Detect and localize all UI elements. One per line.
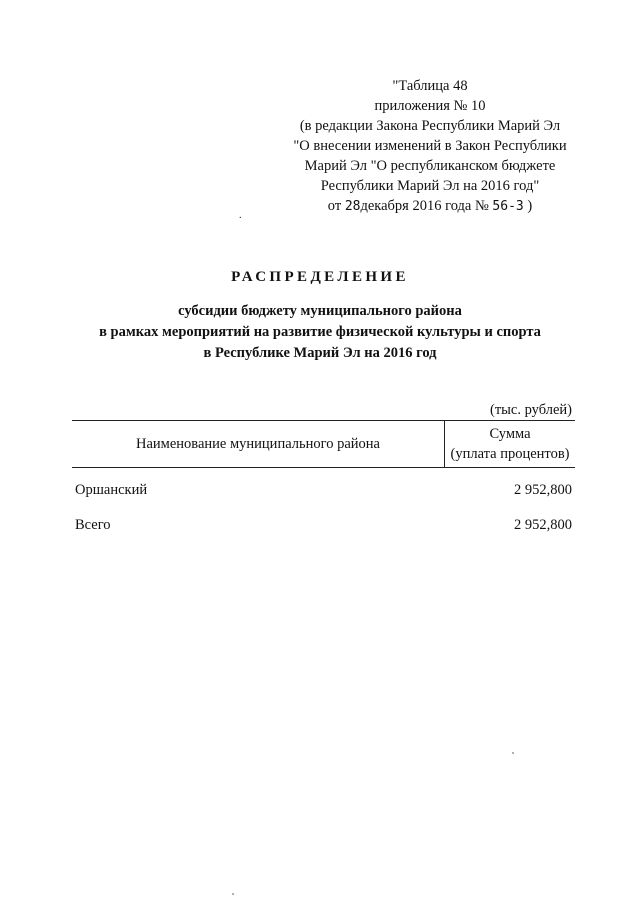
header-sum-column [445, 421, 575, 467]
document-title: РАСПРЕДЕЛЕНИЕ [231, 269, 409, 285]
law-number: 56-З [492, 199, 524, 214]
table-number: "Таблица 48 [392, 78, 468, 94]
edition-line-3: Марий Эл "О республиканском бюджете [304, 158, 556, 174]
subtitle-line-1: субсидии бюджету муниципального района [178, 303, 462, 319]
units-label: (тыс. рублей) [490, 402, 572, 418]
header-name-column: Наименование муниципального района [72, 421, 445, 467]
edition-line-4: Республики Марий Эл на 2016 год" [320, 178, 540, 194]
edition-line-2: "О внесении изменений в Закон Республики [293, 138, 567, 154]
total-label: Всего [75, 517, 111, 533]
appendix-number: приложения № 10 [374, 98, 486, 114]
document-header [239, 76, 590, 221]
total-amount: 2 952,800 [514, 517, 572, 533]
table-header [72, 420, 575, 468]
row-district-name: Оршанский [75, 482, 148, 498]
subtitle-line-2: в рамках мероприятий на развитие физической культуры и спорта [99, 324, 541, 340]
subtitle-line-3: в Республике Марий Эл на 2016 год [203, 345, 437, 361]
date-prefix: от [327, 198, 345, 214]
scan-speck [232, 893, 234, 895]
date-close: ) [523, 198, 533, 214]
distribution-table [72, 420, 575, 534]
table-row-total [72, 517, 575, 534]
sum-label: Сумма [489, 426, 531, 442]
date-rest: декабря 2016 года № [360, 198, 493, 214]
document-subtitle [60, 301, 580, 364]
edition-line-1: (в редакции Закона Республики Марий Эл [299, 118, 561, 134]
table-row [72, 482, 575, 499]
law-date-line [270, 196, 590, 217]
sum-sublabel: (уплата процентов) [450, 446, 570, 462]
scan-mark: . [239, 210, 242, 221]
row-amount: 2 952,800 [514, 482, 572, 498]
scan-speck [512, 752, 514, 754]
date-day: 28 [344, 199, 361, 214]
